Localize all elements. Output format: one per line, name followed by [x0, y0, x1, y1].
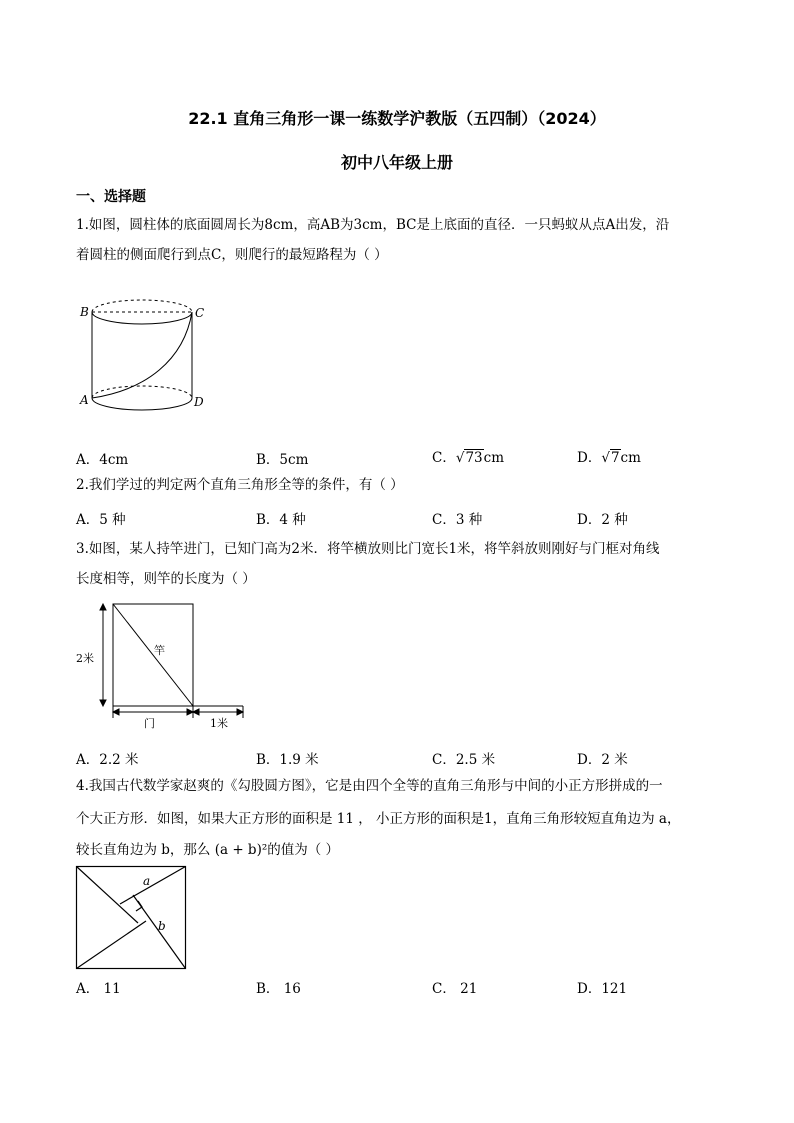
question-4-option-d[interactable]: D．121: [577, 981, 628, 997]
question-2-line-1: 2.我们学过的判定两个直角三角形全等的条件，有（ ）: [76, 477, 404, 493]
question-1-option-c[interactable]: [432, 446, 504, 466]
door-label-height: 2米: [76, 652, 94, 665]
question-3-option-c[interactable]: C．2.5 米: [432, 752, 496, 768]
question-1-option-d[interactable]: [577, 446, 641, 466]
option-c-prefix: C．: [432, 450, 456, 466]
door-label-pole: 竿: [154, 644, 165, 657]
question-3-option-b[interactable]: B．1.9 米: [256, 752, 319, 768]
sqrt-symbol: √: [455, 450, 465, 466]
question-3-line-2: 长度相等，则竿的长度为（ ）: [76, 571, 256, 587]
question-1-option-b[interactable]: B．5cm: [256, 452, 309, 468]
question-1-line-2: 着圆柱的侧面爬行到点C，则爬行的最短路程为（ ）: [76, 247, 388, 263]
square-label-a: a: [143, 874, 151, 888]
question-2-option-a[interactable]: A．5 种: [76, 512, 126, 528]
question-4-option-a[interactable]: A． 11: [76, 981, 121, 997]
question-4-line-3: 较长直角边为 b，那么 (a + b)²的值为（ ）: [76, 842, 340, 858]
question-2-option-c[interactable]: C．3 种: [432, 512, 483, 528]
question-4-line-2: 个大正方形．如图，如果大正方形的面积是 11 ， 小正方形的面积是1，直角三角形较短直角边为 a，: [76, 811, 681, 827]
section-heading: 一、选择题: [76, 189, 146, 205]
question-2-option-b[interactable]: B．4 种: [256, 512, 306, 528]
door-label-door: 门: [144, 717, 155, 730]
question-4-option-b[interactable]: B． 16: [256, 981, 301, 997]
question-1-option-a[interactable]: A．4cm: [76, 452, 129, 468]
sqrt-symbol: √: [601, 450, 610, 466]
cylinder-figure: [76, 300, 216, 420]
question-4-option-c[interactable]: C． 21: [432, 981, 478, 997]
option-c-radicand: 73: [465, 450, 483, 466]
option-d-unit: cm: [620, 450, 641, 466]
square-label-b: b: [158, 919, 166, 933]
question-1-line-1: 1.如图，圆柱体的底面圆周长为8cm，高AB为3cm，BC是上底面的直径．一只蚂蚁从点A出发，沿: [76, 217, 670, 233]
question-2-option-d[interactable]: D．2 种: [577, 512, 628, 528]
cylinder-label-b: B: [80, 305, 89, 319]
option-d-prefix: D．: [577, 450, 602, 466]
door-label-extra: 1米: [210, 717, 228, 730]
question-3-option-d[interactable]: D．2 米: [577, 752, 628, 768]
zhao-shuang-square-figure: [76, 866, 188, 970]
question-3-line-1: 3.如图，某人持竿进门，已知门高为2米．将竿横放则比门宽长1米，将竿斜放则刚好与门框对角线: [76, 541, 660, 557]
document-title: 22.1 直角三角形一课一练数学沪教版（五四制）（2024）: [188, 109, 606, 128]
door-figure: [76, 602, 251, 732]
question-3-option-a[interactable]: A．2.2 米: [76, 752, 139, 768]
question-4-line-1: 4.我国古代数学家赵爽的《勾股圆方图》，它是由四个全等的直角三角形与中间的小正方形拼成的一: [76, 778, 663, 794]
cylinder-label-c: C: [195, 306, 205, 320]
cylinder-label-a: A: [80, 393, 89, 407]
document-subtitle: 初中八年级上册: [340, 153, 453, 172]
option-d-radicand: 7: [610, 450, 620, 466]
cylinder-label-d: D: [194, 395, 204, 409]
option-c-unit: cm: [483, 450, 505, 466]
